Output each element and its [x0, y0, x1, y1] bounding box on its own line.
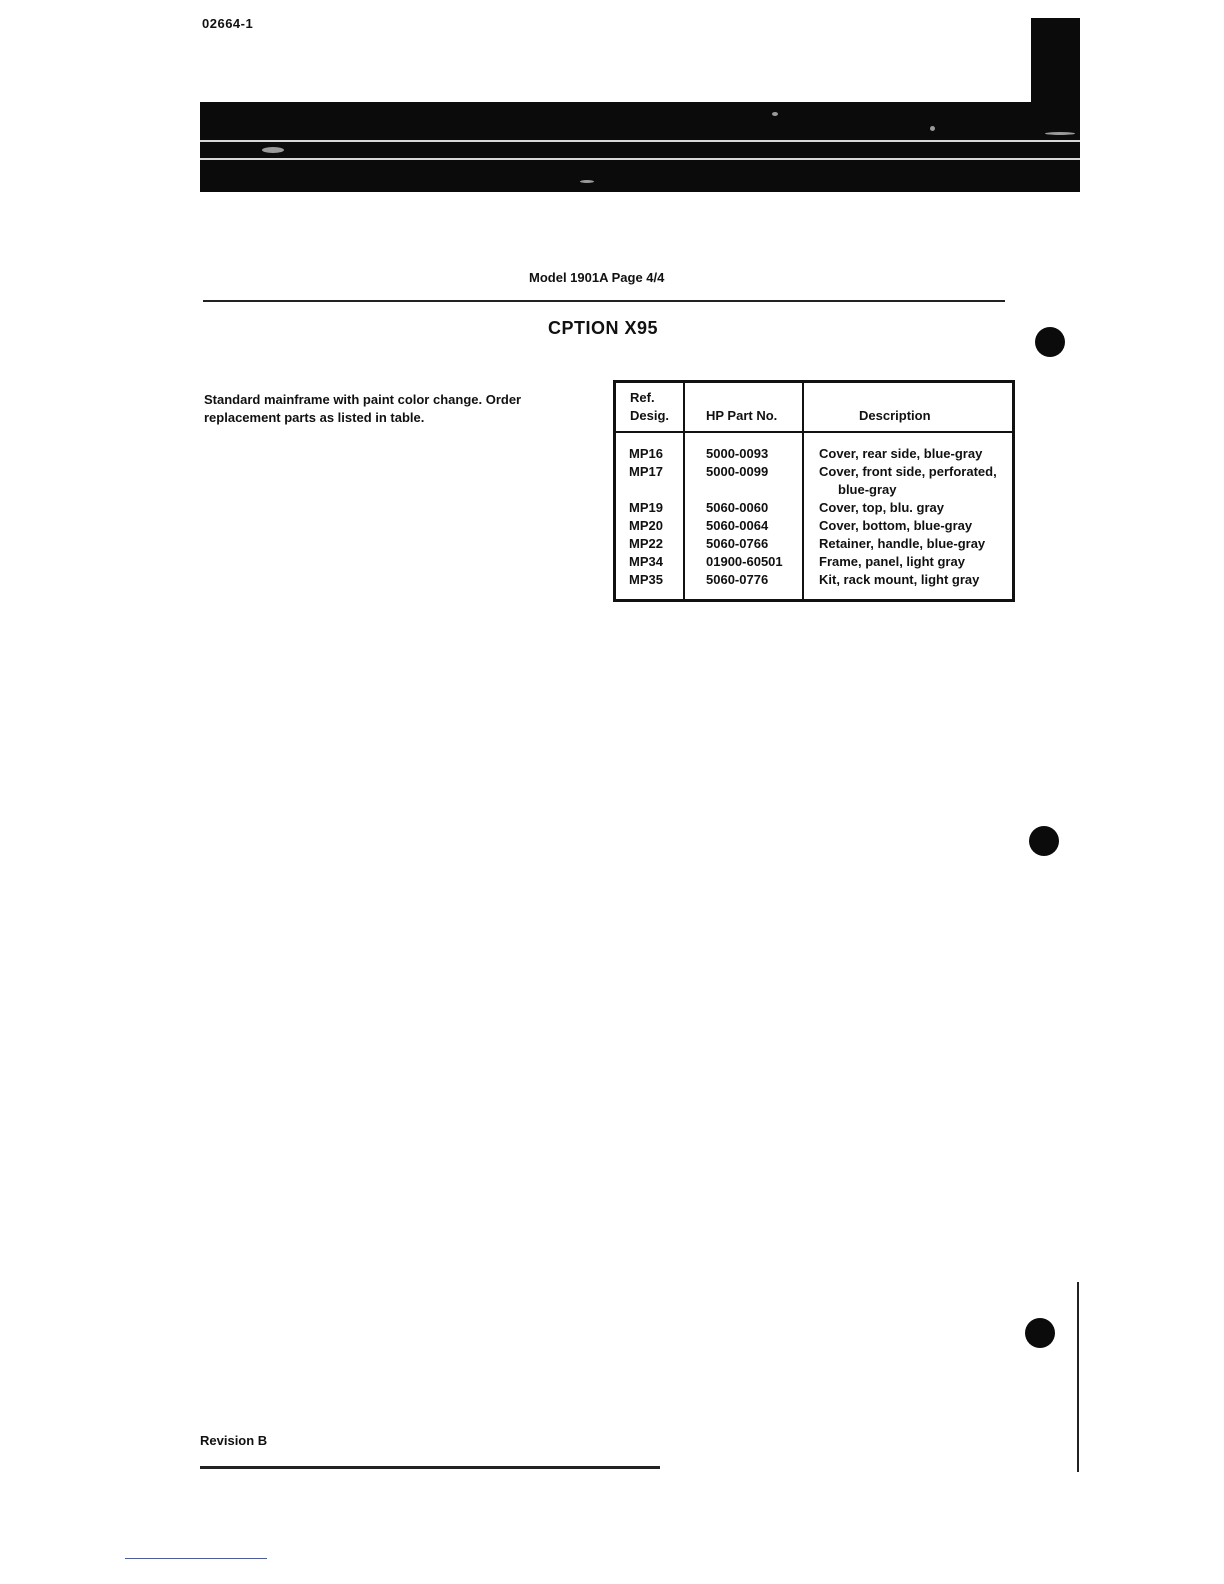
- cell-description-continued: blue-gray: [838, 482, 897, 497]
- cell-part-no: 5060-0060: [706, 500, 769, 515]
- header-rule: [203, 300, 1005, 302]
- cell-description: Cover, rear side, blue-gray: [819, 446, 983, 461]
- cell-part-no: 5060-0064: [706, 518, 769, 533]
- cell-part-no: 5000-0093: [706, 446, 769, 461]
- band-stripe: [200, 140, 1080, 142]
- cell-ref: MP16: [629, 446, 663, 461]
- cell-ref: MP35: [629, 572, 663, 587]
- cell-part-no: 01900-60501: [706, 554, 783, 569]
- cell-description: Cover, front side, perforated,: [819, 464, 997, 479]
- parts-table: [613, 380, 1015, 602]
- header-ref-desig-line2: Desig.: [630, 408, 670, 423]
- cell-description: Cover, bottom, blue-gray: [819, 518, 973, 533]
- header-description: Description: [859, 408, 931, 423]
- cell-part-no: 5000-0099: [706, 464, 769, 479]
- cell-ref: MP17: [629, 464, 663, 479]
- header-black-band: [200, 102, 1080, 192]
- band-speck: [930, 126, 935, 131]
- band-speck: [1045, 132, 1075, 135]
- binder-hole-bottom: [1025, 1318, 1055, 1348]
- cell-ref: MP22: [629, 536, 663, 551]
- footer-rule: [200, 1466, 660, 1469]
- cell-part-no: 5060-0766: [706, 536, 769, 551]
- page-reference: Model 1901A Page 4/4: [529, 270, 665, 285]
- cell-part-no: 5060-0776: [706, 572, 769, 587]
- option-title: CPTION X95: [548, 318, 659, 338]
- binder-hole-middle: [1029, 826, 1059, 856]
- cell-description: Cover, top, blu. gray: [819, 500, 944, 515]
- band-speck: [262, 147, 284, 153]
- band-speck: [772, 112, 778, 116]
- corner-underline: [125, 1558, 267, 1559]
- binder-hole-top: [1035, 327, 1065, 357]
- document-number: 02664-1: [202, 16, 254, 31]
- header-hp-part-no: HP Part No.: [706, 408, 778, 423]
- table-column-divider: [683, 383, 685, 599]
- band-stripe: [200, 158, 1080, 160]
- cell-ref: MP34: [629, 554, 663, 569]
- header-black-tab: [1031, 18, 1080, 108]
- cell-description: Retainer, handle, blue-gray: [819, 536, 986, 551]
- intro-paragraph: Standard mainframe with paint color change. Order replacement parts as listed in table.: [204, 392, 522, 425]
- cell-ref: MP19: [629, 500, 663, 515]
- table-header-rule: [616, 431, 1012, 433]
- revision-label: Revision B: [200, 1433, 268, 1448]
- page-edge-line: [1077, 1282, 1079, 1472]
- cell-description: Kit, rack mount, light gray: [819, 572, 980, 587]
- cell-description: Frame, panel, light gray: [819, 554, 965, 569]
- header-ref-desig-line1: Ref.: [630, 390, 655, 405]
- table-column-divider: [802, 383, 804, 599]
- cell-ref: MP20: [629, 518, 663, 533]
- band-speck: [580, 180, 594, 183]
